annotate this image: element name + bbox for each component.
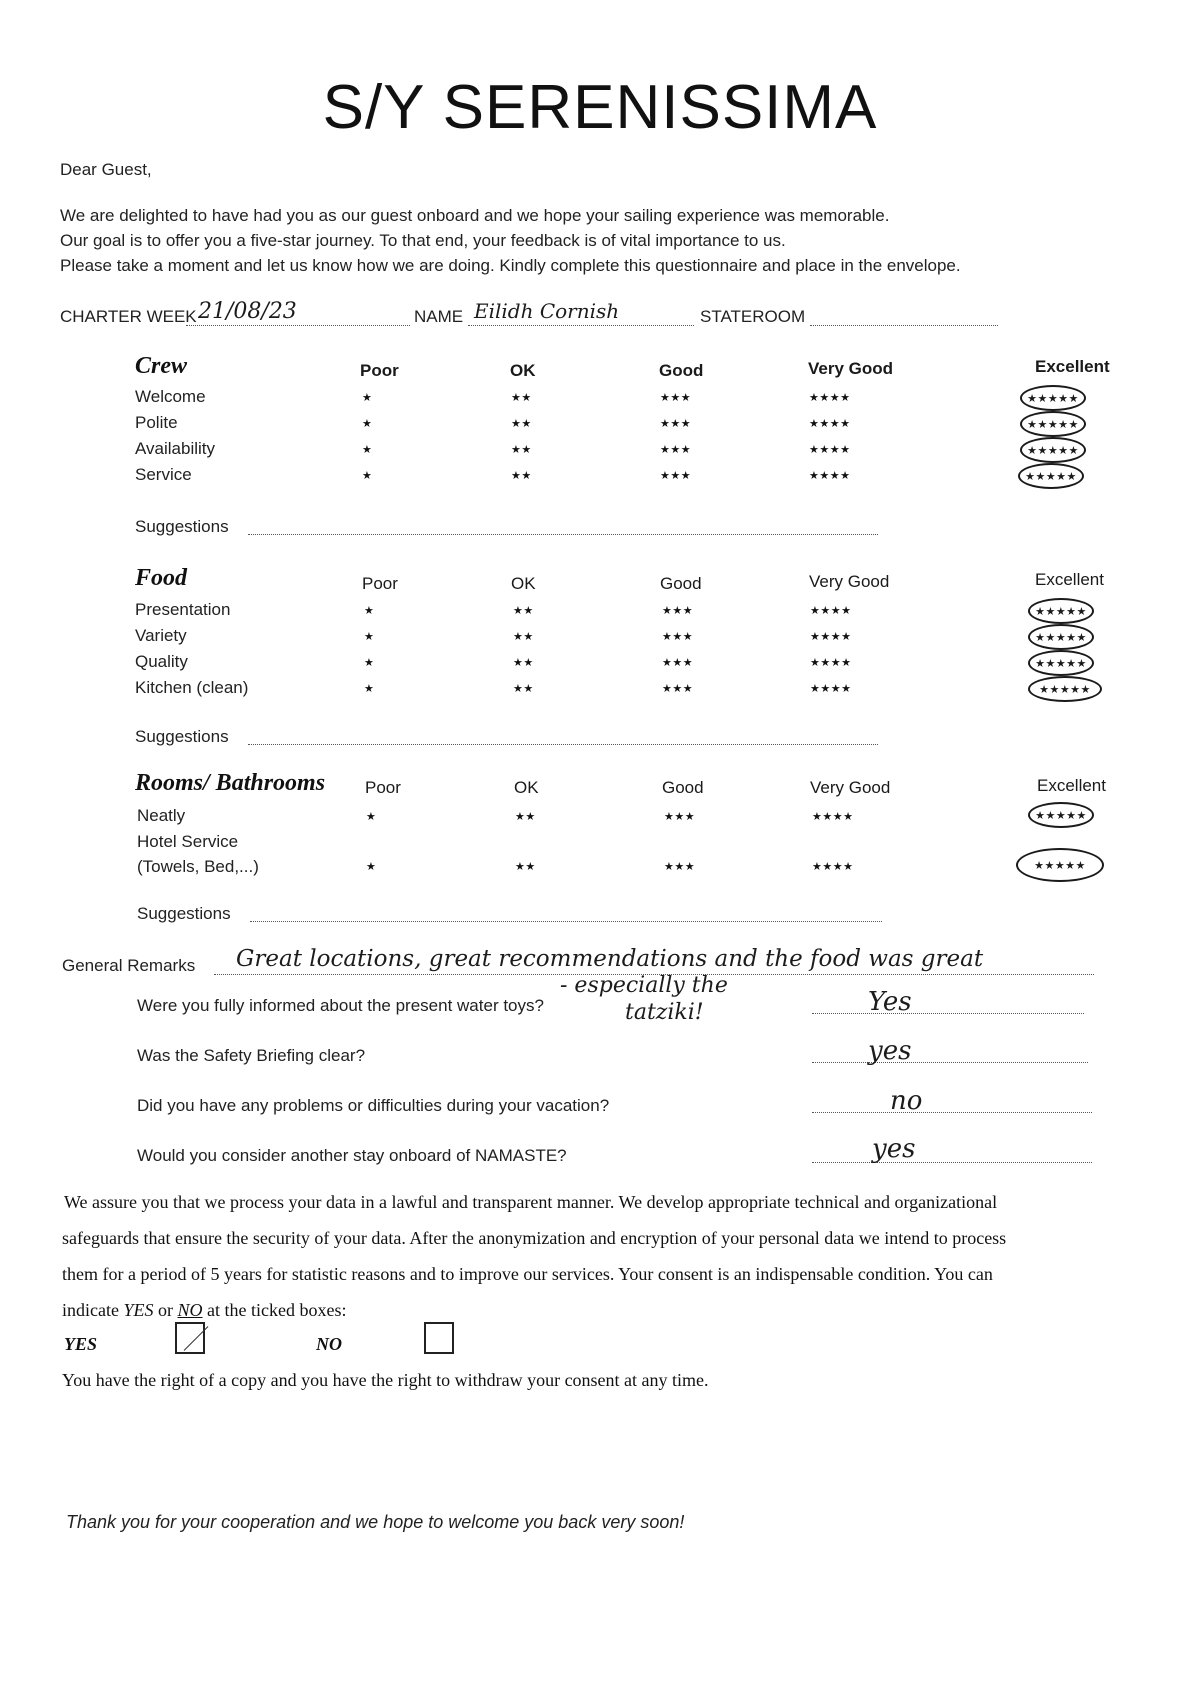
privacy-line-3: them for a period of 5 years for statistic reasons and to improve our services. Your consent is an indispensable condition. You can <box>62 1264 993 1284</box>
rating-1-star[interactable]: ★ <box>366 861 377 873</box>
rating-4-star[interactable]: ★★★★ <box>810 631 852 643</box>
rating-5-star-selected[interactable]: ★★★★★ <box>1020 411 1086 437</box>
rating-4-star[interactable]: ★★★★ <box>809 418 851 430</box>
privacy-line-4: indicate YES or NO at the ticked boxes: <box>62 1300 347 1320</box>
food-presentation-label: Presentation <box>135 600 231 619</box>
name-value: Eilidh Cornish <box>474 299 620 323</box>
rating-2-star[interactable]: ★★ <box>511 418 532 430</box>
crew-section-title: Crew <box>135 353 188 379</box>
rating-3-star[interactable]: ★★★ <box>664 811 696 823</box>
question-safety-briefing: Was the Safety Briefing clear? <box>137 1046 366 1065</box>
rating-1-star[interactable]: ★ <box>362 418 373 430</box>
general-remarks-line-1: Great locations, great recommendations and the food was great <box>236 946 984 972</box>
rating-4-star[interactable]: ★★★★ <box>809 392 851 404</box>
col-verygood-header: Very Good <box>809 572 890 591</box>
general-remarks-label: General Remarks <box>62 956 196 975</box>
col-excellent-header: Excellent <box>1037 776 1106 795</box>
col-ok-header: OK <box>510 361 536 380</box>
rooms-hotel-service-label: Hotel Service <box>137 832 239 851</box>
rating-3-star[interactable]: ★★★ <box>662 631 694 643</box>
rating-4-star[interactable]: ★★★★ <box>809 470 851 482</box>
crew-suggestions-field[interactable] <box>248 518 878 535</box>
food-suggestions-field[interactable] <box>248 728 878 745</box>
col-good-header: Good <box>659 361 704 380</box>
rating-4-star[interactable]: ★★★★ <box>810 683 852 695</box>
rating-2-star[interactable]: ★★ <box>513 683 534 695</box>
question-another-stay: Would you consider another stay onboard of NAMASTE? <box>137 1146 567 1165</box>
rights-text: You have the right of a copy and you have the right to withdraw your consent at any time. <box>62 1370 709 1390</box>
consent-yes-checkbox[interactable] <box>175 1322 205 1354</box>
crew-availability-label: Availability <box>135 439 216 458</box>
col-ok-header: OK <box>511 574 536 593</box>
food-kitchen-label: Kitchen (clean) <box>135 678 249 697</box>
col-ok-header: OK <box>514 778 539 797</box>
charter-week-value: 21/08/23 <box>198 299 297 324</box>
col-poor-header: Poor <box>365 778 401 797</box>
rooms-hotel-service-sublabel: (Towels, Bed,...) <box>137 857 259 876</box>
rooms-suggestions-field[interactable] <box>250 905 882 922</box>
intro-line-2: Our goal is to offer you a five-star journey. To that end, your feedback is of vital importance to us. <box>60 231 786 250</box>
rating-5-star-selected[interactable]: ★★★★★ <box>1020 385 1086 411</box>
charter-week-field[interactable] <box>186 299 410 326</box>
general-remarks-line-2: - especially the <box>560 973 728 998</box>
privacy-line-2: safeguards that ensure the security of your data. After the anonymization and encryption of your personal data we intend to process <box>62 1228 1007 1248</box>
rating-1-star[interactable]: ★ <box>364 631 375 643</box>
rating-3-star[interactable]: ★★★ <box>660 392 692 404</box>
food-variety-label: Variety <box>135 626 187 645</box>
col-verygood-header: Very Good <box>808 359 894 378</box>
question-problems: Did you have any problems or difficulties during your vacation? <box>137 1096 610 1115</box>
col-good-header: Good <box>660 574 702 593</box>
consent-yes-label: YES <box>64 1334 98 1354</box>
intro-line-1: We are delighted to have had you as our guest onboard and we hope your sailing experience was memorable. <box>60 206 890 225</box>
rating-2-star[interactable]: ★★ <box>513 605 534 617</box>
rating-3-star[interactable]: ★★★ <box>664 861 696 873</box>
rooms-neatly-label: Neatly <box>137 806 186 825</box>
rating-1-star[interactable]: ★ <box>362 392 373 404</box>
rating-4-star[interactable]: ★★★★ <box>810 605 852 617</box>
rating-1-star[interactable]: ★ <box>364 683 375 695</box>
rating-3-star[interactable]: ★★★ <box>660 418 692 430</box>
rating-5-star-selected[interactable]: ★★★★★ <box>1028 650 1094 676</box>
rating-5-star-selected[interactable]: ★★★★★ <box>1028 676 1102 702</box>
rating-4-star[interactable]: ★★★★ <box>812 861 854 873</box>
rating-3-star[interactable]: ★★★ <box>662 683 694 695</box>
name-field[interactable] <box>468 299 694 326</box>
privacy-line-1: We assure you that we process your data in a lawful and transparent manner. We develop appropriate technical and organizational <box>64 1192 998 1212</box>
food-quality-label: Quality <box>135 652 188 671</box>
col-excellent-header: Excellent <box>1035 357 1110 376</box>
rating-1-star[interactable]: ★ <box>364 657 375 669</box>
rating-2-star[interactable]: ★★ <box>515 861 536 873</box>
rating-5-star-selected[interactable]: ★★★★★ <box>1028 802 1094 828</box>
answer-another-stay-field[interactable] <box>812 1134 1092 1164</box>
rating-2-star[interactable]: ★★ <box>513 657 534 669</box>
answer-problems: no <box>890 1086 923 1116</box>
col-good-header: Good <box>662 778 704 797</box>
rating-5-star-selected[interactable]: ★★★★★ <box>1028 624 1094 650</box>
rating-4-star[interactable]: ★★★★ <box>812 811 854 823</box>
stateroom-label: STATEROOM <box>700 307 806 326</box>
answer-safety-briefing-field[interactable] <box>812 1036 1088 1066</box>
rooms-suggestions-label: Suggestions <box>137 904 231 923</box>
rating-5-star-selected[interactable]: ★★★★★ <box>1028 598 1094 624</box>
consent-no-checkbox[interactable] <box>424 1322 454 1354</box>
rating-4-star[interactable]: ★★★★ <box>810 657 852 669</box>
name-label: NAME <box>414 307 464 326</box>
intro-line-3: Please take a moment and let us know how we are doing. Kindly complete this questionnaire and place in the envelope. <box>60 256 961 275</box>
charter-week-label: CHARTER WEEK <box>60 307 197 326</box>
general-remarks-field[interactable] <box>214 946 1094 975</box>
answer-water-toys: Yes <box>868 987 912 1017</box>
rating-1-star[interactable]: ★ <box>362 470 373 482</box>
food-section-title: Food <box>135 565 188 591</box>
rating-2-star[interactable]: ★★ <box>511 470 532 482</box>
crew-polite-label: Polite <box>135 413 178 432</box>
rating-1-star[interactable]: ★ <box>366 811 377 823</box>
crew-welcome-label: Welcome <box>135 387 206 406</box>
answer-water-toys-field[interactable] <box>812 987 1084 1017</box>
general-remarks-line-3: tatziki! <box>625 1000 704 1025</box>
rating-3-star[interactable]: ★★★ <box>660 444 692 456</box>
closing-text: Thank you for your cooperation and we hope to welcome you back very soon! <box>66 1512 685 1532</box>
rating-3-star[interactable]: ★★★ <box>660 470 692 482</box>
rooms-section-title: Rooms/ Bathrooms <box>135 770 326 796</box>
rating-3-star[interactable]: ★★★ <box>662 657 694 669</box>
rating-3-star[interactable]: ★★★ <box>662 605 694 617</box>
crew-service-label: Service <box>135 465 192 484</box>
rating-2-star[interactable]: ★★ <box>513 631 534 643</box>
rating-2-star[interactable]: ★★ <box>511 444 532 456</box>
check-mark-icon <box>184 1326 209 1351</box>
col-poor-header: Poor <box>362 574 398 593</box>
rating-4-star[interactable]: ★★★★ <box>809 444 851 456</box>
rating-2-star[interactable]: ★★ <box>515 811 536 823</box>
rating-5-star-selected[interactable]: ★★★★★ <box>1016 848 1104 882</box>
greeting: Dear Guest, <box>60 160 152 179</box>
answer-problems-field[interactable] <box>812 1086 1092 1116</box>
food-suggestions-label: Suggestions <box>135 727 229 746</box>
col-excellent-header: Excellent <box>1035 570 1104 589</box>
rating-1-star[interactable]: ★ <box>362 444 373 456</box>
form-title: S/Y SERENISSIMA <box>322 73 878 142</box>
rating-1-star[interactable]: ★ <box>364 605 375 617</box>
answer-another-stay: yes <box>872 1134 916 1164</box>
stateroom-field[interactable] <box>810 303 998 326</box>
crew-suggestions-label: Suggestions <box>135 517 229 536</box>
consent-no-label: NO <box>316 1334 342 1354</box>
answer-safety-briefing: yes <box>868 1036 912 1066</box>
rating-2-star[interactable]: ★★ <box>511 392 532 404</box>
question-water-toys: Were you fully informed about the present water toys? <box>137 996 544 1015</box>
rating-5-star-selected[interactable]: ★★★★★ <box>1020 437 1086 463</box>
col-poor-header: Poor <box>360 361 399 380</box>
rating-5-star-selected[interactable]: ★★★★★ <box>1018 463 1084 489</box>
col-verygood-header: Very Good <box>810 778 891 797</box>
